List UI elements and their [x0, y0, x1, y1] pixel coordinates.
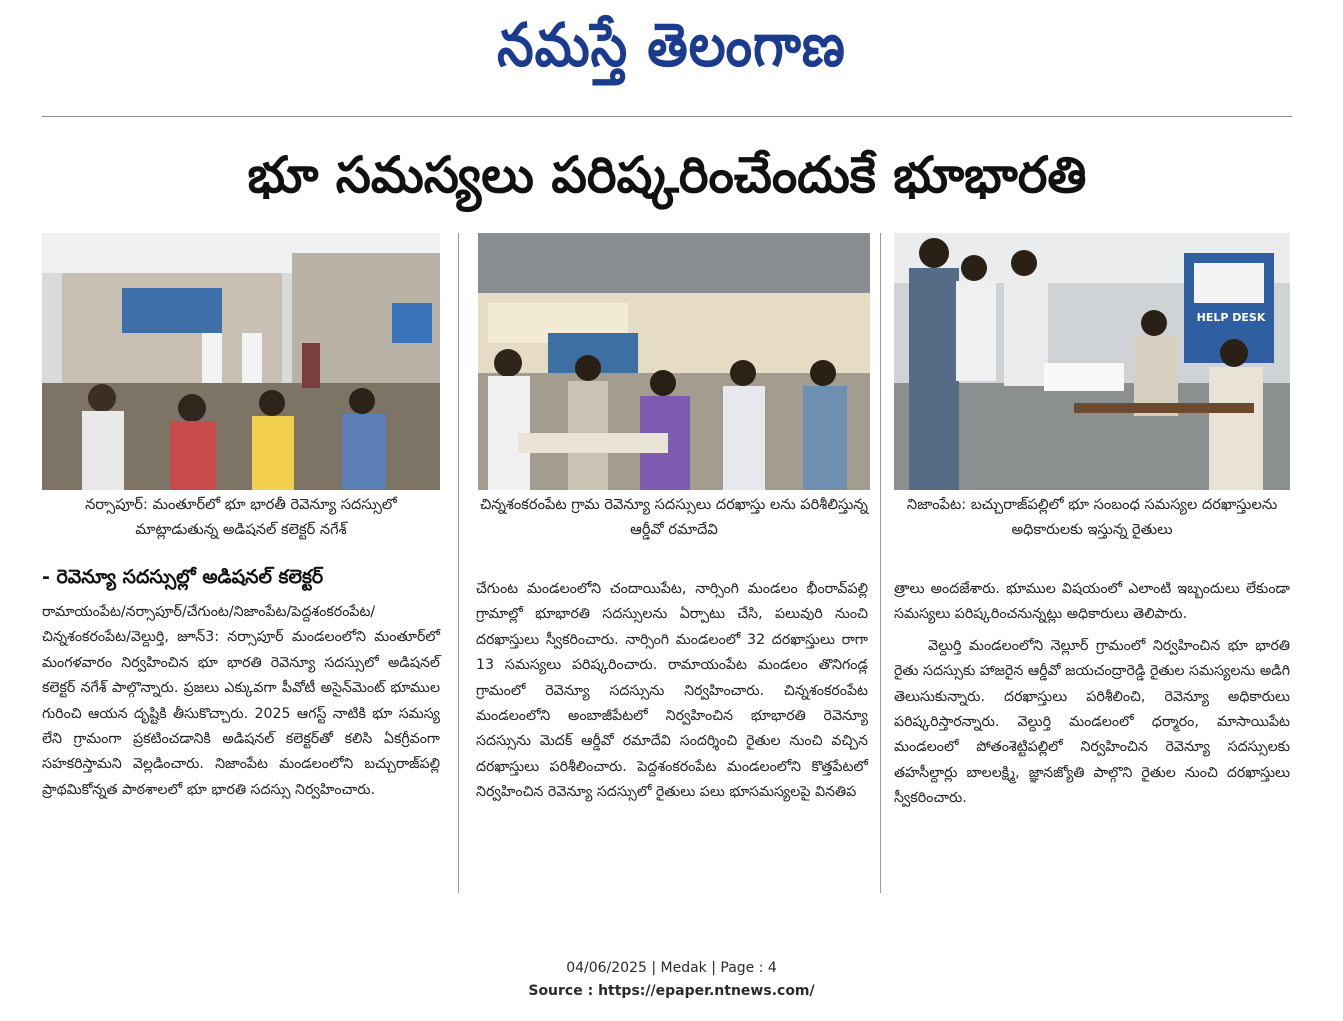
headline: భూ సమస్యలు పరిష్కరించేందుకే భూభారతి — [247, 146, 1087, 204]
masthead — [0, 6, 1343, 86]
article-subhead: - రెవెన్యూ సదస్సుల్లో అడిషనల్ కలెక్టర్ — [42, 566, 324, 588]
article-paragraph-3b: వెల్దుర్తి మండలంలోని నెల్లూర్ గ్రామంలో నిర్వహించిన భూ భారతి రైతు సదస్సుకు హాజరైన ఆర్డీవో జయచంద్రారెడ్డి రైతుల సమస్యలను అడిగి తెలుసుకున్నారు. దరఖాస్తులు పరిశీలించి, రెవెన్యూ అధికారులు పరిష్కరిస్తారన్నారు. వెల్దుర్తి మండలంలో ధర్మారం, మాసాయిపేట మండలంలో పోతంశెట్టిపల్లిలో నిర్వహించిన రెవెన్యూ సదస్సులకు తహసీల్దార్లు బాలలక్ష్మి, జ్ఞానజ్యోతి పాల్గొని రైతుల నుంచి దరఖాస్తులు స్వీకరించారు. — [894, 637, 1290, 807]
photo-caption-3: నిజాంపేట: బచ్చురాజ్‌పల్లిలో భూ సంబంధ సమస్యల దరఖాస్తులను అధికారులకు ఇస్తున్న రైతులు — [906, 496, 1278, 538]
column-divider-1 — [458, 233, 459, 893]
article-paragraph-1: రామాయంపేట/నర్సాపూర్/చేగుంట/నిజాంపేట/పెద్దశంకరంపేట/ చిన్నశంకరంపేట/వెల్దుర్తి, జూన్3: నర్సాపూర్ మండలంలోని మంతూర్‌లో మంగళవారం నిర్వహించిన భూ భారతి రెవెన్యూ సదస్సులో అడిషనల్ కలెక్టర్ నగేశ్ పాల్గొన్నారు. ప్రజలు ఎక్కువగా పీవోటీ అసైన్‌మెంట్ భూముల గురించి ఆయన దృష్టికి తీసుకొచ్చారు. 2025 ఆగస్ట్ నాటికి భూ సమస్య లేని గ్రామంగా ప్రకటించడానికి అడిషనల్ కలెక్టర్‌తో కలిసి ఏకగ్రీవంగా సహకరిస్తామని వెల్లడించారు. నిజాంపేట మండలంలోని బచ్చురాజ్‌పల్లి ప్రాథమికోన్నత పాఠశాలలో భూ భారతి సదస్సు నిర్వహించారు. — [42, 604, 440, 798]
article-column-2 — [476, 577, 868, 806]
masthead-logo: నమస్తే తెలంగాణ — [497, 10, 846, 81]
article-column-1 — [42, 600, 440, 803]
article-paragraph-2: చేగుంట మండలంలోని చందాయిపేట, నార్సింగి మండలం భీంరావ్‌పల్లి గ్రామాల్లో భూభారతి సదస్సులను ఏర్పాటు చేసి, పలువురి నుంచి దరఖాస్తులు స్వీకరించారు. నార్సింగి మండలంలో 32 దరఖాస్తులు రాగా 13 సమస్యలు పరిష్కరించారు. రామాయంపేట మండలం తొనిగండ్ల గ్రామంలో రెవెన్యూ సదస్సును నిర్వహించారు. చిన్నశంకరంపేట మండలంలోని అంబాజీపేటలో నిర్వహించిన భూభారతి రెవెన్యూ సదస్సును మెదక్ ఆర్డీవో రమాదేవి సందర్శించి రైతుల నుంచి వచ్చిన దరఖాస్తులు పరిశీలించారు. పెద్దశంకరంపేట మండలంలోని కొత్తపేటలో నిర్వహించిన రెవెన్యూ సదస్సులో రైతులు పలు భూసమస్యలపై వినతిప — [476, 581, 868, 801]
column-divider-2 — [880, 233, 881, 893]
article-paragraph-3a: త్రాలు అందజేశారు. భూముల విషయంలో ఎలాంటి ఇబ్బందులు లేకుండా సమస్యలు పరిష్కరించనున్నట్లు అధికారులు తెలిపారు. — [894, 581, 1290, 623]
photo-nizampet-helpdesk — [894, 233, 1290, 490]
footer-source-link[interactable]: Source : https://epaper.ntnews.com/ — [528, 983, 815, 999]
photo-caption-2: చిన్నశంకరంపేట గ్రామ రెవెన్యూ సదస్సులు దరఖాస్తు లను పరిశీలిస్తున్న ఆర్డీవో రమాదేవి — [480, 496, 868, 538]
article-column-3 — [894, 577, 1290, 812]
top-divider — [42, 116, 1292, 117]
help-desk-sign: HELP DESK — [1196, 311, 1266, 324]
photo-caption-1: నర్సాపూర్: మంతూర్‌లో భూ భారతీ రెవెన్యూ సదస్సులో మాట్లాడుతున్న అడిషనల్ కలెక్టర్ నగేశ్ — [85, 496, 397, 538]
footer-date-line: 04/06/2025 | Medak | Page : 4 — [566, 960, 777, 976]
photo-chinnashankarampet-review — [478, 233, 870, 490]
photo-narsapur-meeting — [42, 233, 440, 490]
